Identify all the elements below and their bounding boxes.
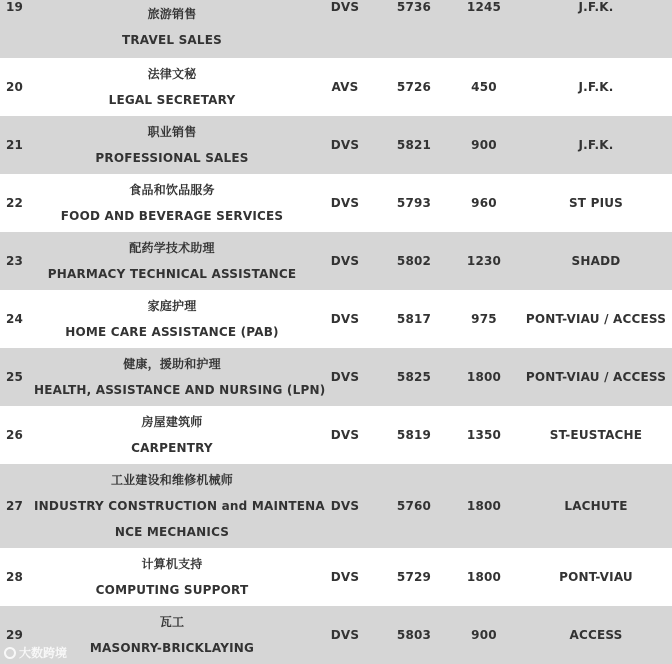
program-name bbox=[34, 464, 325, 548]
table-row bbox=[0, 232, 672, 290]
program-site: ST PIUS bbox=[568, 196, 624, 210]
program-hours: 1245 bbox=[466, 0, 502, 14]
program-name-en: COMPUTING SUPPORT bbox=[95, 583, 249, 597]
table-row bbox=[0, 116, 672, 174]
program-name bbox=[34, 406, 310, 464]
row-number: 27 bbox=[6, 499, 24, 513]
program-name-en: PHARMACY TECHNICAL ASSISTANCE bbox=[47, 267, 297, 281]
program-code: 5736 bbox=[396, 0, 432, 14]
program-hours: 450 bbox=[471, 80, 497, 94]
program-code: 5802 bbox=[396, 254, 432, 268]
diploma-type: DVS bbox=[330, 196, 360, 210]
program-hours: 1350 bbox=[466, 428, 502, 442]
program-name-zh: 职业销售 bbox=[147, 125, 197, 139]
diploma-type: AVS bbox=[331, 80, 359, 94]
row-number: 26 bbox=[6, 428, 24, 442]
program-code: 5729 bbox=[396, 570, 432, 584]
row-number: 19 bbox=[6, 0, 24, 14]
program-name bbox=[34, 58, 310, 116]
program-name-zh: 配药学技术助理 bbox=[129, 241, 215, 255]
program-name-zh: 法律文秘 bbox=[147, 67, 197, 81]
table-row bbox=[0, 290, 672, 348]
program-hours: 1800 bbox=[466, 499, 502, 513]
diploma-type: DVS bbox=[330, 570, 360, 584]
program-name-zh: 房屋建筑师 bbox=[141, 415, 203, 429]
program-code: 5760 bbox=[396, 499, 432, 513]
program-site: PONT-VIAU / ACCESS bbox=[525, 370, 667, 384]
program-code: 5803 bbox=[396, 628, 432, 642]
program-name-en: TRAVEL SALES bbox=[121, 33, 223, 47]
program-name-zh: 工业建设和维修机械师 bbox=[110, 473, 233, 487]
program-name bbox=[34, 348, 326, 406]
program-name-en: HOME CARE ASSISTANCE (PAB) bbox=[65, 325, 279, 339]
program-name-zh: 旅游销售 bbox=[147, 7, 197, 21]
table-row bbox=[0, 548, 672, 606]
row-number: 22 bbox=[6, 196, 24, 210]
program-name-en: FOOD AND BEVERAGE SERVICES bbox=[60, 209, 284, 223]
table-row bbox=[0, 0, 672, 58]
table-row bbox=[0, 464, 672, 548]
program-site: PONT-VIAU bbox=[559, 570, 633, 584]
table-row bbox=[0, 174, 672, 232]
row-number: 21 bbox=[6, 138, 24, 152]
program-site: J.F.K. bbox=[578, 80, 614, 94]
row-number: 23 bbox=[6, 254, 24, 268]
program-code: 5819 bbox=[396, 428, 432, 442]
program-name-en: CARPENTRY bbox=[131, 441, 213, 455]
watermark bbox=[4, 644, 67, 661]
program-code: 5726 bbox=[396, 80, 432, 94]
program-hours: 1800 bbox=[466, 370, 502, 384]
program-name-zh: 计算机支持 bbox=[141, 557, 203, 571]
table-row bbox=[0, 606, 672, 664]
program-name-en: PROFESSIONAL SALES bbox=[95, 151, 249, 165]
program-name bbox=[34, 290, 310, 348]
program-hours: 975 bbox=[471, 312, 497, 326]
program-name-en: LEGAL SECRETARY bbox=[108, 93, 236, 107]
program-name-zh: 家庭护理 bbox=[147, 299, 197, 313]
program-name-en: HEALTH, ASSISTANCE AND NURSING (LPN) bbox=[34, 383, 326, 397]
program-name-zh: 食品和饮品服务 bbox=[129, 183, 215, 197]
table-row bbox=[0, 348, 672, 406]
program-hours: 900 bbox=[471, 628, 497, 642]
program-site: LACHUTE bbox=[564, 499, 628, 513]
program-name bbox=[34, 232, 310, 290]
program-code: 5817 bbox=[396, 312, 432, 326]
program-name-zh: 健康，援助和护理 bbox=[123, 357, 221, 371]
program-hours: 1230 bbox=[466, 254, 502, 268]
diploma-type: DVS bbox=[330, 312, 360, 326]
row-number: 24 bbox=[6, 312, 24, 326]
row-number: 28 bbox=[6, 570, 24, 584]
program-name-en-cont: NCE MECHANICS bbox=[114, 525, 230, 539]
program-site: J.F.K. bbox=[578, 138, 614, 152]
row-number: 20 bbox=[6, 80, 24, 94]
program-name bbox=[34, 116, 310, 174]
table-row bbox=[0, 406, 672, 464]
row-number: 29 bbox=[6, 628, 24, 642]
diploma-type: DVS bbox=[330, 254, 360, 268]
program-code: 5825 bbox=[396, 370, 432, 384]
program-name-en: MASONRY-BRICKLAYING bbox=[89, 641, 255, 655]
program-name bbox=[34, 0, 310, 58]
diploma-type: DVS bbox=[330, 628, 360, 642]
program-hours: 1800 bbox=[466, 570, 502, 584]
program-site: PONT-VIAU / ACCESS bbox=[525, 312, 667, 326]
program-hours: 960 bbox=[471, 196, 497, 210]
diploma-type: DVS bbox=[330, 370, 360, 384]
program-site: J.F.K. bbox=[578, 0, 614, 14]
program-name-zh: 瓦工 bbox=[159, 615, 185, 629]
diploma-type: DVS bbox=[330, 138, 360, 152]
program-site: ST-EUSTACHE bbox=[549, 428, 643, 442]
program-site: ACCESS bbox=[569, 628, 623, 642]
program-name bbox=[34, 174, 310, 232]
program-code: 5821 bbox=[396, 138, 432, 152]
watermark-text: 大数跨境 bbox=[19, 646, 68, 660]
program-hours: 900 bbox=[471, 138, 497, 152]
program-name bbox=[34, 606, 310, 664]
program-site: SHADD bbox=[571, 254, 621, 268]
program-name-en: INDUSTRY CONSTRUCTION and MAINTENA bbox=[34, 499, 325, 513]
program-name bbox=[34, 548, 310, 606]
diploma-type: DVS bbox=[330, 428, 360, 442]
row-number: 25 bbox=[6, 370, 24, 384]
diploma-type: DVS bbox=[330, 499, 360, 513]
watermark-logo-icon bbox=[4, 647, 16, 659]
program-code: 5793 bbox=[396, 196, 432, 210]
table-row bbox=[0, 58, 672, 116]
diploma-type: DVS bbox=[330, 0, 360, 14]
